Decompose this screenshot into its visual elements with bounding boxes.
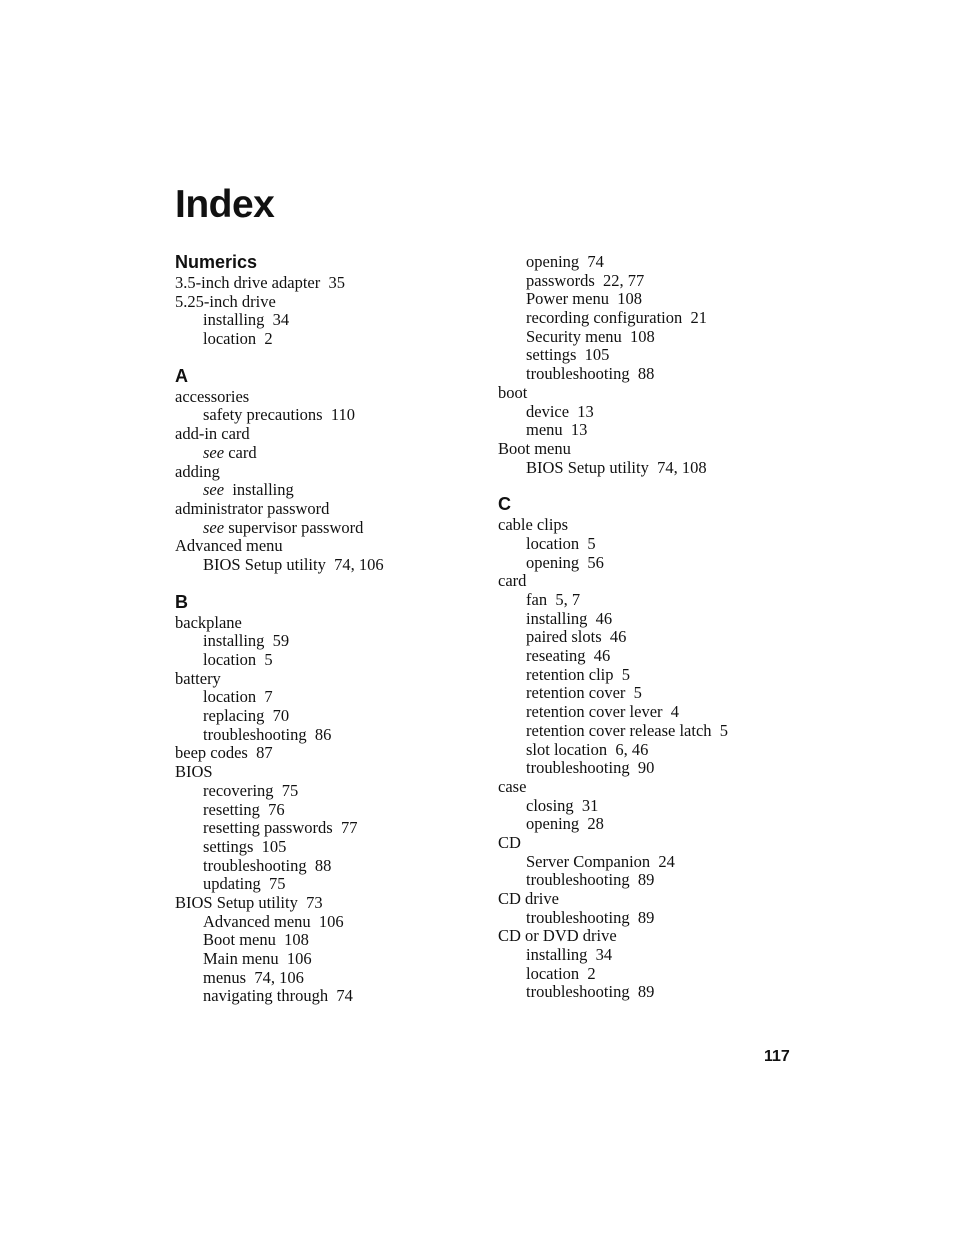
entry-text: recovering 75 — [203, 780, 299, 800]
entry-text: device 13 — [526, 401, 594, 421]
index-subentry — [175, 819, 485, 838]
index-subentry — [498, 421, 798, 440]
entry-text: BIOS Setup utility 74, 106 — [203, 554, 384, 574]
index-subentry — [175, 651, 485, 670]
index-subentry — [175, 330, 485, 349]
entry-text: passwords 22, 77 — [526, 270, 645, 290]
index-subentry — [498, 309, 798, 328]
page-title: Index — [175, 183, 275, 226]
index-entry — [498, 890, 798, 909]
index-entry — [498, 384, 798, 403]
section-heading: C — [498, 494, 511, 515]
entry-text: CD — [498, 832, 521, 852]
index-subentry — [498, 909, 798, 928]
index-subentry — [498, 328, 798, 347]
index-subentry — [498, 628, 798, 647]
index-entry — [175, 670, 485, 689]
entry-text: installing 46 — [526, 608, 613, 628]
index-entry — [175, 500, 485, 519]
index-subentry — [175, 875, 485, 894]
entry-text: battery — [175, 668, 221, 688]
entry-text: CD or DVD drive — [498, 926, 617, 946]
entry-text: backplane — [175, 612, 242, 632]
index-subentry — [498, 290, 798, 309]
index-subentry — [498, 983, 798, 1002]
entry-text: troubleshooting 90 — [526, 758, 655, 778]
entry-text: troubleshooting 88 — [526, 364, 655, 384]
index-entry — [498, 778, 798, 797]
entry-text: Advanced menu — [175, 536, 283, 556]
index-subentry — [498, 965, 798, 984]
entry-text: navigating through 74 — [203, 986, 353, 1006]
entry-text: cable clips — [498, 515, 569, 535]
entry-text: location 2 — [526, 963, 596, 983]
index-entry — [175, 744, 485, 763]
index-subentry — [175, 913, 485, 932]
entry-text: administrator password — [175, 498, 330, 518]
index-subentry — [175, 801, 485, 820]
index-subentry — [175, 726, 485, 745]
index-subentry — [175, 311, 485, 330]
see-reference: see — [203, 480, 225, 500]
entry-text: 3.5-inch drive adapter 35 — [175, 273, 345, 292]
index-entry — [498, 927, 798, 946]
entry-text: fan 5, 7 — [526, 590, 581, 609]
index-subentry — [498, 253, 798, 272]
entry-text: Boot menu 108 — [203, 930, 309, 950]
entry-text: opening 56 — [526, 552, 604, 572]
index-subentry — [175, 707, 485, 726]
index-subentry — [498, 535, 798, 554]
section-gap — [175, 575, 485, 593]
index-subentry — [498, 722, 798, 741]
entry-text: adding — [175, 461, 220, 481]
entry-text: BIOS Setup utility 74, 108 — [526, 457, 707, 477]
entry-text: Server Companion 24 — [526, 851, 675, 871]
entry-text: troubleshooting 86 — [203, 724, 332, 744]
entry-text: Advanced menu 106 — [203, 911, 344, 931]
section-heading: A — [175, 365, 188, 386]
entry-text: location 7 — [203, 687, 273, 707]
index-subentry — [498, 684, 798, 703]
index-subentry — [498, 365, 798, 384]
entry-text: Main menu 106 — [203, 949, 312, 968]
index-entry — [498, 572, 798, 591]
entry-text: BIOS — [175, 762, 213, 782]
entry-text: paired slots 46 — [526, 627, 627, 647]
entry-text: troubleshooting 89 — [526, 982, 655, 1002]
index-subentry — [175, 406, 485, 425]
entry-text: updating 75 — [203, 874, 286, 894]
index-subentry — [175, 782, 485, 801]
index-subentry — [498, 459, 798, 478]
entry-text: opening 28 — [526, 814, 604, 834]
entry-text: safety precautions 110 — [203, 405, 355, 425]
entry-text: settings 105 — [526, 345, 610, 365]
entry-text: supervisor password — [224, 517, 364, 537]
page-number: 117 — [764, 1048, 790, 1065]
entry-text: settings 105 — [203, 836, 287, 856]
index-column-right — [498, 253, 798, 1002]
entry-text: Power menu 108 — [526, 289, 642, 309]
index-column-left — [175, 253, 485, 1006]
index-subentry — [498, 759, 798, 778]
entry-text: case — [498, 776, 527, 796]
index-entry — [175, 388, 485, 407]
index-subentry — [498, 871, 798, 890]
entry-text: opening 74 — [526, 252, 604, 271]
entry-text: installing 59 — [203, 631, 290, 651]
entry-text: retention cover 5 — [526, 683, 642, 703]
index-entry — [175, 274, 485, 293]
index-subentry — [498, 797, 798, 816]
index-subentry — [175, 481, 485, 500]
section-gap — [498, 477, 798, 495]
index-subentry — [175, 969, 485, 988]
index-subentry — [498, 703, 798, 722]
entry-text: replacing 70 — [203, 706, 290, 726]
entry-text: installing — [224, 480, 294, 500]
entry-text: resetting passwords 77 — [203, 818, 358, 838]
entry-text: slot location 6, 46 — [526, 739, 649, 759]
entry-text: CD drive — [498, 889, 559, 908]
entry-text: boot — [498, 382, 528, 402]
index-entry — [175, 763, 485, 782]
index-subentry — [498, 647, 798, 666]
index-entry — [498, 440, 798, 459]
entry-text: retention clip 5 — [526, 664, 631, 684]
entry-text: installing 34 — [526, 945, 613, 965]
index-subentry — [498, 272, 798, 291]
index-subentry — [175, 632, 485, 651]
index-subentry — [175, 519, 485, 538]
index-subentry — [175, 688, 485, 707]
entry-text: troubleshooting 88 — [203, 855, 332, 875]
entry-text: 5.25-inch drive — [175, 291, 276, 311]
index-subentry — [175, 838, 485, 857]
entry-text: beep codes 87 — [175, 743, 273, 763]
index-entry — [175, 293, 485, 312]
index-subentry — [498, 741, 798, 760]
index-subentry — [175, 950, 485, 969]
index-entry — [175, 894, 485, 913]
index-subentry — [498, 946, 798, 965]
entry-text: troubleshooting 89 — [526, 870, 655, 890]
section-heading: Numerics — [175, 252, 258, 272]
entry-text: Security menu 108 — [526, 326, 655, 346]
entry-text: recording configuration 21 — [526, 308, 707, 328]
index-subentry — [175, 987, 485, 1006]
entry-text: menus 74, 106 — [203, 967, 304, 987]
index-entry — [175, 537, 485, 556]
entry-text: troubleshooting 89 — [526, 907, 655, 927]
index-subentry — [498, 403, 798, 422]
index-subentry — [175, 444, 485, 463]
entry-text: location 5 — [203, 650, 273, 669]
section-gap — [175, 349, 485, 367]
index-entry — [175, 425, 485, 444]
entry-text: reseating 46 — [526, 646, 611, 666]
index-entry — [498, 516, 798, 535]
entry-text: installing 34 — [203, 310, 290, 330]
entry-text: accessories — [175, 386, 250, 406]
entry-text: location 2 — [203, 329, 273, 349]
index-entry — [175, 614, 485, 633]
index-subentry — [175, 556, 485, 575]
index-subentry — [498, 815, 798, 834]
index-subentry — [498, 346, 798, 365]
entry-text: retention cover release latch 5 — [526, 720, 729, 740]
index-subentry — [498, 610, 798, 629]
index-subentry — [498, 554, 798, 573]
entry-text: BIOS Setup utility 73 — [175, 892, 323, 912]
entry-text: closing 31 — [526, 795, 599, 815]
entry-text: resetting 76 — [203, 799, 285, 819]
entry-text: card — [224, 442, 257, 462]
see-reference: see — [203, 442, 225, 462]
index-subentry — [498, 853, 798, 872]
index-entry — [498, 834, 798, 853]
index-subentry — [498, 666, 798, 685]
entry-text: card — [498, 571, 527, 591]
entry-text: retention cover lever 4 — [526, 702, 680, 722]
entry-text: location 5 — [526, 533, 596, 553]
see-reference: see — [203, 517, 225, 537]
index-subentry — [175, 857, 485, 876]
index-entry — [175, 463, 485, 482]
section-heading: B — [175, 591, 188, 612]
index-subentry — [498, 591, 798, 610]
entry-text: Boot menu — [498, 438, 571, 458]
index-subentry — [175, 931, 485, 950]
entry-text: add-in card — [175, 424, 250, 444]
entry-text: menu 13 — [526, 420, 588, 440]
